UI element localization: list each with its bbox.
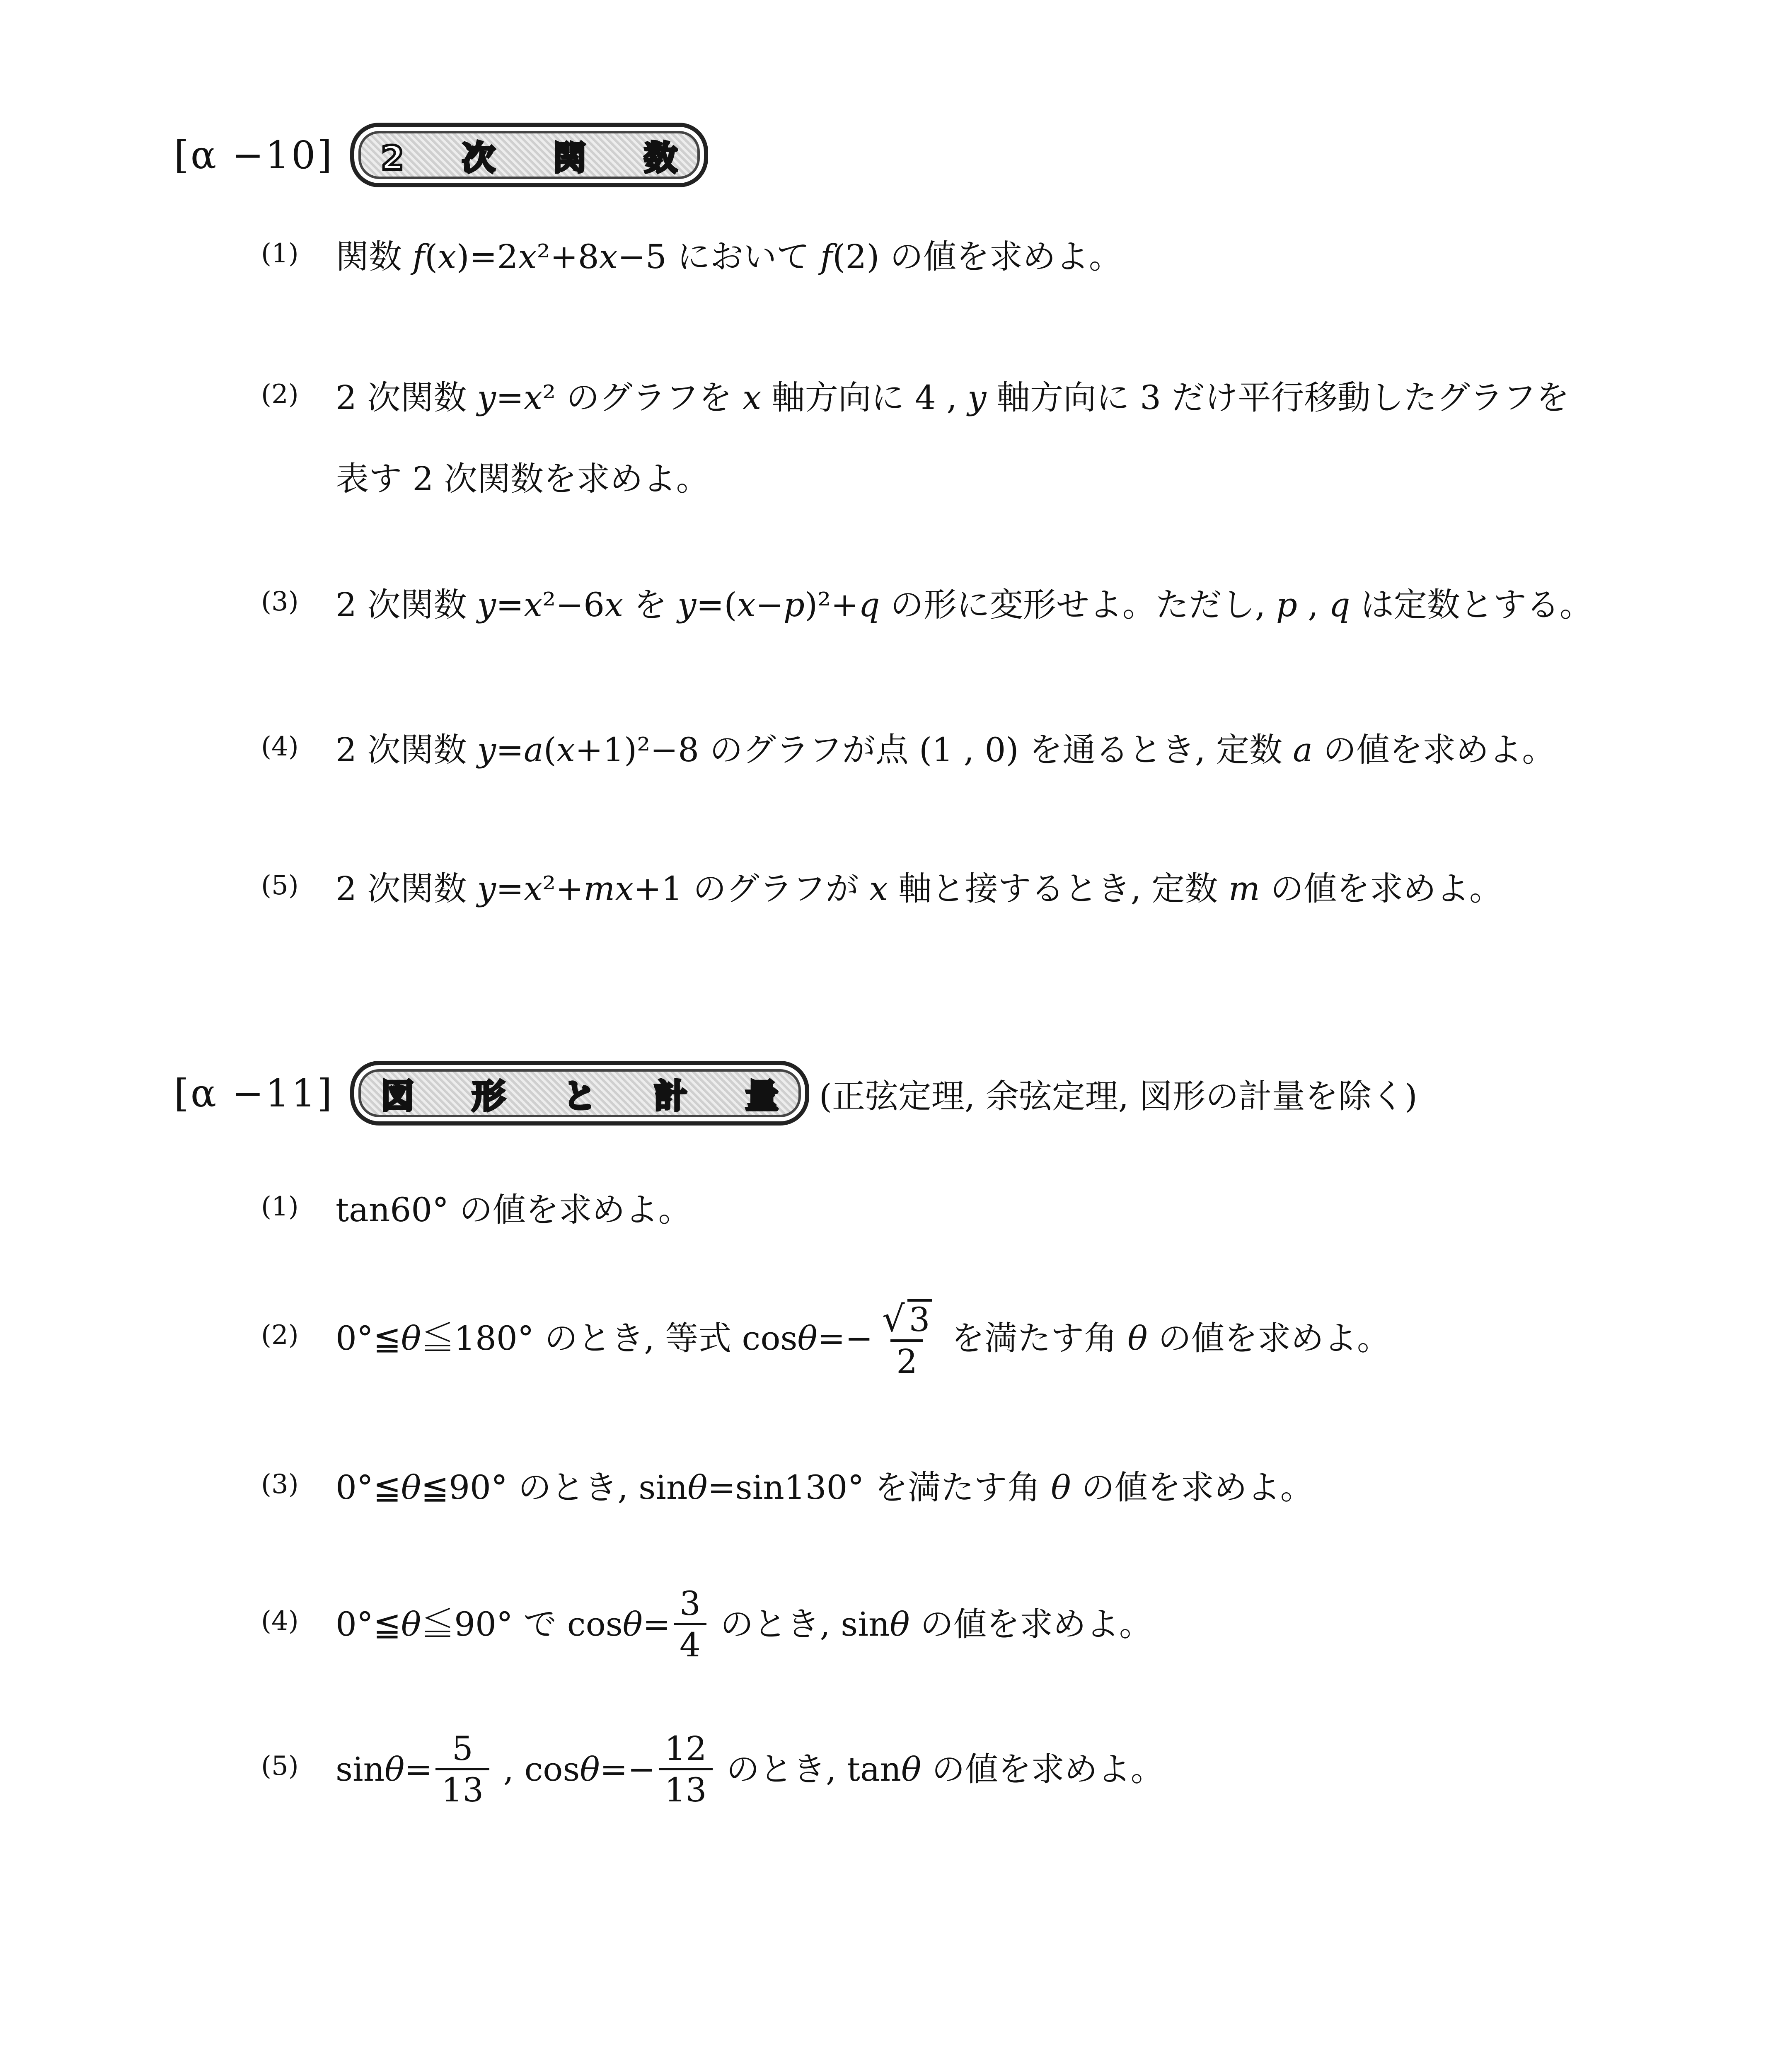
math-variable: x bbox=[438, 237, 457, 276]
math-variable: x bbox=[869, 869, 888, 908]
problem-line bbox=[336, 237, 1122, 322]
math-variable: y bbox=[477, 378, 496, 417]
section-title-badge bbox=[350, 1061, 809, 1126]
text-run: =( bbox=[696, 586, 737, 624]
text-run: +1 のグラフが bbox=[634, 869, 870, 908]
math-variable: a bbox=[524, 731, 544, 769]
fraction bbox=[659, 1729, 713, 1809]
text-run: )=2 bbox=[456, 237, 518, 276]
sqrt-icon: √ bbox=[882, 1298, 905, 1340]
text-run: 2 次関数 bbox=[336, 869, 477, 908]
math-variable: θ bbox=[401, 1605, 421, 1644]
problem-line bbox=[336, 733, 1555, 815]
problem-line bbox=[336, 462, 1570, 544]
math-variable: y bbox=[967, 378, 987, 417]
fraction-denominator: 13 bbox=[435, 1768, 489, 1807]
text-run: = bbox=[496, 586, 524, 624]
problem-text bbox=[336, 1468, 1313, 1552]
text-run: 関数 bbox=[336, 237, 413, 276]
text-run: 2 次関数 bbox=[336, 586, 477, 624]
fraction-denominator: 13 bbox=[659, 1768, 713, 1807]
text-run: 軸方向に 4 , bbox=[761, 378, 968, 417]
problem-line bbox=[336, 1468, 1313, 1552]
problem-number: (4) bbox=[261, 1606, 299, 1636]
fraction-numerator: 5 bbox=[452, 1729, 473, 1768]
text-run: を満たす角 bbox=[941, 1319, 1128, 1358]
math-variable: θ bbox=[622, 1605, 643, 1644]
text-run: ≦180° のとき, 等式 cos bbox=[421, 1319, 798, 1358]
math-variable: q bbox=[1329, 586, 1350, 624]
problem-number: (5) bbox=[261, 1751, 299, 1782]
problem-number: (2) bbox=[261, 1320, 299, 1351]
text-run: ≦90° で cos bbox=[421, 1605, 623, 1644]
math-variable: y bbox=[677, 586, 697, 624]
math-variable: x bbox=[599, 237, 618, 276]
problem-text bbox=[336, 1193, 692, 1275]
text-run: tan60° の値を求めよ。 bbox=[336, 1191, 692, 1229]
math-variable: x bbox=[524, 378, 543, 417]
math-variable: x bbox=[556, 731, 576, 769]
math-variable: x bbox=[524, 869, 543, 908]
fraction-denominator: 4 bbox=[674, 1623, 706, 1662]
problem-number: (3) bbox=[261, 1469, 299, 1500]
math-variable: a bbox=[1293, 731, 1313, 769]
text-run: ( bbox=[543, 731, 556, 769]
math-variable: y bbox=[477, 586, 496, 624]
problem-number: (2) bbox=[261, 379, 299, 410]
math-variable: θ bbox=[890, 1605, 910, 1644]
text-run: ²+ bbox=[542, 869, 584, 908]
text-run: (2) の値を求めよ。 bbox=[832, 237, 1122, 276]
section-header bbox=[174, 1061, 1417, 1126]
math-variable: x bbox=[524, 586, 543, 624]
math-variable: θ bbox=[385, 1750, 405, 1789]
text-run: ²−6 bbox=[542, 586, 605, 624]
section-code: [α −11] bbox=[174, 1071, 334, 1116]
section-title: 2 次 関 数 bbox=[381, 138, 701, 177]
math-variable: x bbox=[743, 378, 762, 417]
problem-number: (4) bbox=[261, 731, 299, 762]
math-variable: θ bbox=[797, 1319, 818, 1358]
fraction-numerator bbox=[876, 1299, 938, 1339]
math-variable: x bbox=[737, 586, 756, 624]
text-run: の値を求めよ。 bbox=[1260, 869, 1503, 908]
section-title-badge bbox=[350, 123, 708, 187]
section-code: [α −10] bbox=[174, 133, 334, 177]
text-run: =− bbox=[600, 1750, 655, 1789]
section-header bbox=[174, 123, 718, 187]
problem-line bbox=[336, 869, 1503, 954]
text-run: を bbox=[623, 586, 678, 624]
fraction-denominator: 2 bbox=[890, 1339, 923, 1378]
text-run: −5 において bbox=[617, 237, 820, 276]
math-variable: m bbox=[1228, 869, 1260, 908]
fraction-numerator: 12 bbox=[664, 1729, 707, 1768]
text-run: = bbox=[496, 378, 524, 417]
text-run: の値を求めよ。 bbox=[921, 1750, 1164, 1789]
text-run: 0°≦ bbox=[336, 1319, 401, 1358]
problem-text bbox=[336, 1729, 1164, 1815]
math-variable: x bbox=[518, 237, 537, 276]
text-run: =sin130° を満たす角 bbox=[707, 1468, 1051, 1507]
text-run: 表す 2 次関数を求めよ。 bbox=[336, 460, 709, 498]
math-variable: x bbox=[605, 586, 624, 624]
fraction-radicand: 3 bbox=[907, 1299, 932, 1336]
text-run: の値を求めよ。 bbox=[1071, 1468, 1313, 1507]
fraction bbox=[674, 1584, 706, 1664]
fraction bbox=[435, 1729, 489, 1809]
text-run: = bbox=[404, 1750, 433, 1789]
math-variable: θ bbox=[687, 1468, 708, 1507]
text-run: = bbox=[496, 731, 524, 769]
problem-line bbox=[336, 1724, 1164, 1815]
text-run: の値を求めよ。 bbox=[1147, 1319, 1390, 1358]
problem-text bbox=[336, 733, 1555, 815]
fraction bbox=[876, 1298, 938, 1381]
text-run: +1)²−8 のグラフが点 (1 , 0) を通るとき, 定数 bbox=[575, 731, 1293, 769]
text-run: , bbox=[1297, 586, 1329, 624]
text-run: ² のグラフを bbox=[542, 378, 743, 417]
problem-text bbox=[336, 1584, 1152, 1670]
math-variable: f bbox=[412, 237, 425, 276]
math-variable: q bbox=[859, 586, 880, 624]
text-run: 2 次関数 bbox=[336, 731, 477, 769]
text-run: の値を求めよ。 bbox=[1312, 731, 1555, 769]
section-note: (正弦定理, 余弦定理, 図形の計量を除く) bbox=[819, 1077, 1417, 1116]
math-variable: θ bbox=[1127, 1319, 1148, 1358]
problem-text bbox=[336, 237, 1122, 322]
fraction-numerator: 3 bbox=[680, 1584, 701, 1623]
problem-number: (3) bbox=[261, 586, 299, 617]
problem-line bbox=[336, 1193, 692, 1275]
text-run: の形に変形せよ。ただし, bbox=[880, 586, 1276, 624]
problem-text bbox=[336, 1298, 1390, 1384]
problem-line bbox=[336, 378, 1570, 462]
text-run: のとき, tan bbox=[716, 1750, 902, 1789]
text-run: 0°≦ bbox=[336, 1605, 401, 1644]
text-run: のとき, sin bbox=[709, 1605, 890, 1644]
problem-number: (1) bbox=[261, 238, 299, 269]
text-run: = bbox=[642, 1605, 670, 1644]
text-run: は定数とする。 bbox=[1350, 586, 1593, 624]
problem-number: (5) bbox=[261, 870, 299, 901]
math-variable: θ bbox=[901, 1750, 922, 1789]
text-run: ≦90° のとき, sin bbox=[421, 1468, 688, 1507]
problem-text bbox=[336, 378, 1570, 544]
math-variable: p bbox=[783, 586, 805, 624]
math-variable: y bbox=[477, 869, 496, 908]
problem-text bbox=[336, 869, 1503, 954]
text-run: の値を求めよ。 bbox=[909, 1605, 1152, 1644]
text-run: , cos bbox=[493, 1750, 580, 1789]
text-run: − bbox=[755, 586, 784, 624]
math-variable: f bbox=[820, 237, 833, 276]
text-run: sin bbox=[336, 1750, 385, 1789]
text-run: 0°≦ bbox=[336, 1468, 401, 1507]
text-run: = bbox=[496, 869, 524, 908]
math-variable: y bbox=[477, 731, 496, 769]
text-run: )²+ bbox=[804, 586, 859, 624]
math-variable: θ bbox=[401, 1468, 421, 1507]
text-run: 軸と接するとき, 定数 bbox=[888, 869, 1229, 908]
math-variable: θ bbox=[1051, 1468, 1071, 1507]
problem-line bbox=[336, 1579, 1152, 1670]
section-title: 図 形 と 計 量 bbox=[381, 1077, 802, 1116]
problem-number: (1) bbox=[261, 1191, 299, 1222]
problem-line bbox=[336, 588, 1593, 670]
problem-line bbox=[336, 1293, 1390, 1384]
math-variable: θ bbox=[401, 1319, 421, 1358]
text-run: ( bbox=[425, 237, 438, 276]
text-run: ²+8 bbox=[537, 237, 599, 276]
problem-text bbox=[336, 588, 1593, 670]
math-variable: p bbox=[1276, 586, 1297, 624]
text-run: 軸方向に 3 だけ平行移動したグラフを bbox=[986, 378, 1570, 417]
math-variable: θ bbox=[580, 1750, 600, 1789]
text-run: 2 次関数 bbox=[336, 378, 477, 417]
text-run: =− bbox=[817, 1319, 873, 1358]
math-variable: mx bbox=[583, 869, 634, 908]
